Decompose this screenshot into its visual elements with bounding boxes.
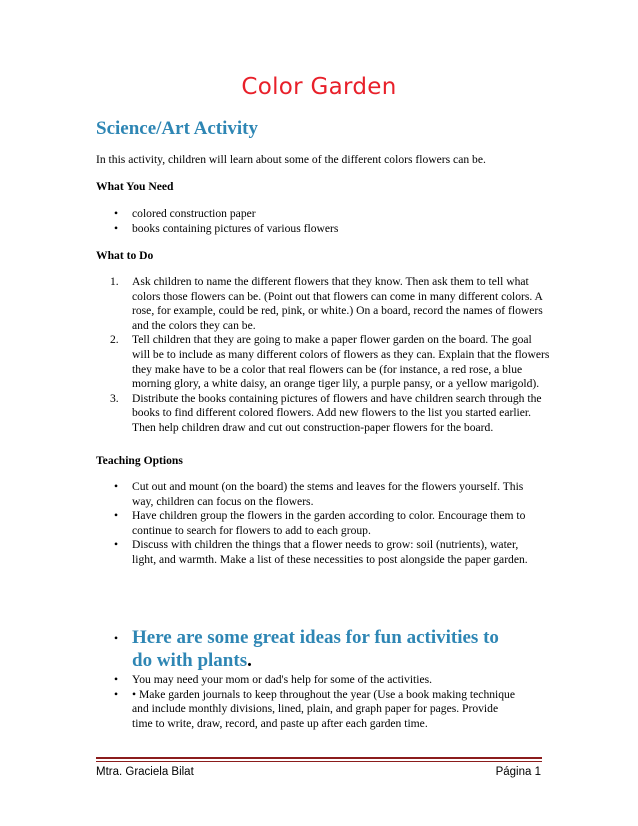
step-text: Ask children to name the different flowers that they know. Then ask them to tell what colors those flowers can be. (Point out that flowers can come in many different colors. A rose, for example, could be red, pink, or white.) On a board, record the names of flowers and the colors they can be. <box>132 275 543 332</box>
what-you-need-heading: What You Need <box>96 180 174 193</box>
bullet-icon: • <box>114 480 119 493</box>
list-item <box>96 207 556 222</box>
list-item-text: • Make garden journals to keep throughout the year (Use a book making technique and include monthly divisions, lined, plain, and graph paper for pages. Provide time to write, draw, record, and paste up after each garden time. <box>132 687 515 730</box>
footer-divider-thick <box>96 757 542 759</box>
list-item-text: You may need your mom or dad's help for some of the activities. <box>132 673 433 686</box>
teaching-options-heading: Teaching Options <box>96 454 183 467</box>
footer-divider-thin <box>96 761 542 762</box>
fun-activities-heading-period: . <box>247 650 252 671</box>
step-text: Tell children that they are going to make a paper flower garden on the board. The goal will be to include as many different colors of flowers as they can. Explain that the flowers they make have to be a color that real flowers can be (for instance, a red rose, a blue morning glory, a white daisy, an orange tiger lily, a purple pansy, or a yellow marigold). <box>132 333 550 391</box>
step-number: 3. <box>110 391 119 405</box>
teaching-options-list <box>96 480 541 568</box>
what-you-need-list <box>96 207 556 236</box>
fun-activities-list <box>96 626 516 731</box>
list-item-text: Discuss with children the things that a flower needs to grow: soil (nutrients), water, light, and warmth. Make a list of these necessities to post alongside the paper garden. <box>132 538 528 566</box>
bullet-icon: • <box>114 673 119 686</box>
bullet-icon: • <box>114 509 119 523</box>
intro-paragraph: In this activity, children will learn about some of the different colors flowers can be. <box>96 153 486 166</box>
what-to-do-heading: What to Do <box>96 249 154 262</box>
fun-activities-heading-text: Here are some great ideas for fun activities to do with plants <box>132 627 499 671</box>
list-item <box>96 480 541 509</box>
section-subtitle: Science/Art Activity <box>96 118 258 139</box>
step-item <box>96 333 551 391</box>
step-item <box>96 275 551 333</box>
list-item-text: colored construction paper <box>132 207 256 220</box>
footer-author: Mtra. Graciela Bilat <box>96 766 194 778</box>
step-text: Distribute the books containing pictures of flowers and have children search through the books to find different colored flowers. Add new flowers to the list you started earlier. Then help children draw and cut out construction-paper flowers for the board. <box>132 391 542 434</box>
list-item <box>96 222 556 237</box>
bullet-icon: • <box>114 687 119 701</box>
fun-activities-heading-item <box>96 626 516 672</box>
bullet-icon: • <box>114 221 119 235</box>
step-number: 1. <box>110 275 119 288</box>
list-item <box>96 673 516 688</box>
bullet-icon: • <box>114 632 119 645</box>
list-item <box>96 538 541 567</box>
page-title: Color Garden <box>241 74 397 100</box>
bullet-icon: • <box>114 538 119 552</box>
step-item <box>96 392 551 436</box>
what-to-do-list <box>96 275 551 436</box>
fun-activities-heading <box>132 626 516 672</box>
list-item <box>96 509 541 538</box>
list-item-text: books containing pictures of various flowers <box>132 221 339 235</box>
list-item-text: Cut out and mount (on the board) the stems and leaves for the flowers yourself. This way, children can focus on the flowers. <box>132 480 524 508</box>
bullet-icon: • <box>114 207 119 220</box>
list-item <box>96 688 516 732</box>
step-number: 2. <box>110 333 119 347</box>
list-item-text: Have children group the flowers in the garden according to color. Encourage them to continue to search for flowers to add to each group. <box>132 509 526 537</box>
footer-page-number: Página 1 <box>495 766 541 778</box>
